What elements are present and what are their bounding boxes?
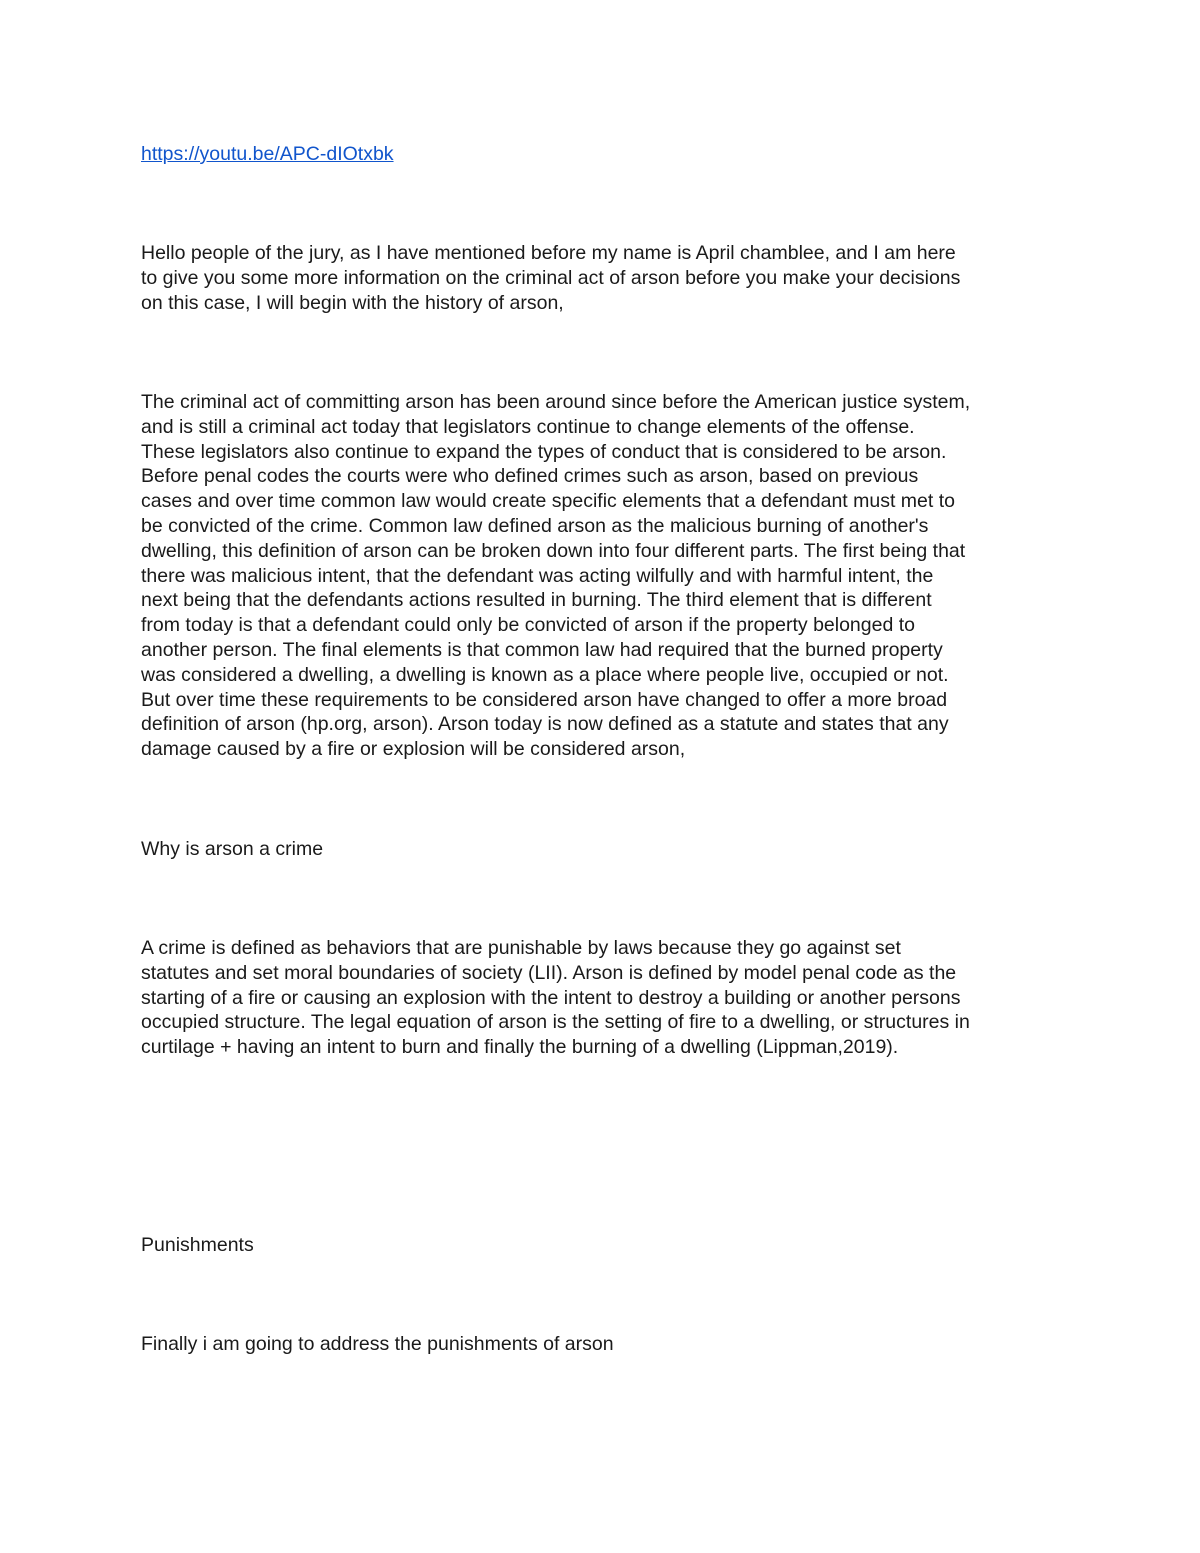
history-line: next being that the defendants actions resulted in burning. The third element that is different xyxy=(141,589,932,612)
crime-line: starting of a fire or causing an explosion with the intent to destroy a building or another persons xyxy=(141,986,961,1009)
closing-paragraph xyxy=(141,1332,1066,1357)
history-line: there was malicious intent, that the defendant was acting wilfully and with harmful intent, the xyxy=(141,564,934,587)
history-line: definition of arson (hp.org, arson). Arson today is now defined as a statute and states that any xyxy=(141,713,949,736)
intro-paragraph xyxy=(141,241,1066,315)
heading-why-arson-crime xyxy=(141,837,1066,862)
crime-line: statutes and set moral boundaries of society (LII). Arson is defined by model penal code as the xyxy=(141,961,957,984)
crime-line: A crime is defined as behaviors that are punishable by laws because they go against set xyxy=(141,937,901,959)
crime-line: curtilage + having an intent to burn and finally the burning of a dwelling (Lippman,2019). xyxy=(141,1036,899,1059)
closing-line: Finally i am going to address the punishments of arson xyxy=(141,1333,614,1355)
history-line: Before penal codes the courts were who defined crimes such as arson, based on previous xyxy=(141,465,919,488)
history-line: another person. The final elements is that common law had required that the burned property xyxy=(141,638,943,661)
history-line: dwelling, this definition of arson can be broken down into four different parts. The first being that xyxy=(141,539,966,562)
history-paragraph xyxy=(141,390,1066,762)
history-line: was considered a dwelling, a dwelling is known as a place where people live, occupied or not. xyxy=(141,663,949,686)
history-line: These legislators also continue to expand the types of conduct that is considered to be arson. xyxy=(141,440,947,463)
history-line: from today is that a defendant could only be convicted of arson if the property belonged to xyxy=(141,614,915,637)
intro-line: to give you some more information on the criminal act of arson before you make your decisions xyxy=(141,266,961,289)
heading-punishments xyxy=(141,1233,1066,1258)
crime-definition-paragraph xyxy=(141,936,1066,1060)
history-line: But over time these requirements to be considered arson have changed to offer a more broad xyxy=(141,688,948,711)
history-line: be convicted of the crime. Common law defined arson as the malicious burning of another's xyxy=(141,514,929,537)
youtube-link[interactable]: https://youtu.be/APC-dIOtxbk xyxy=(141,143,394,165)
intro-line: Hello people of the jury, as I have mentioned before my name is April chamblee, and I am here xyxy=(141,242,956,264)
intro-line: on this case, I will begin with the history of arson, xyxy=(141,291,564,314)
history-line: damage caused by a fire or explosion will be considered arson, xyxy=(141,738,686,761)
heading-text: Why is arson a crime xyxy=(141,838,324,860)
history-line: The criminal act of committing arson has been around since before the American justice system, xyxy=(141,391,971,413)
crime-line: occupied structure. The legal equation of arson is the setting of fire to a dwelling, or structures in xyxy=(141,1011,970,1034)
history-line: cases and over time common law would create specific elements that a defendant must met to xyxy=(141,490,955,513)
heading-text: Punishments xyxy=(141,1234,254,1256)
history-line: and is still a criminal act today that legislators continue to change elements of the offense. xyxy=(141,415,915,438)
